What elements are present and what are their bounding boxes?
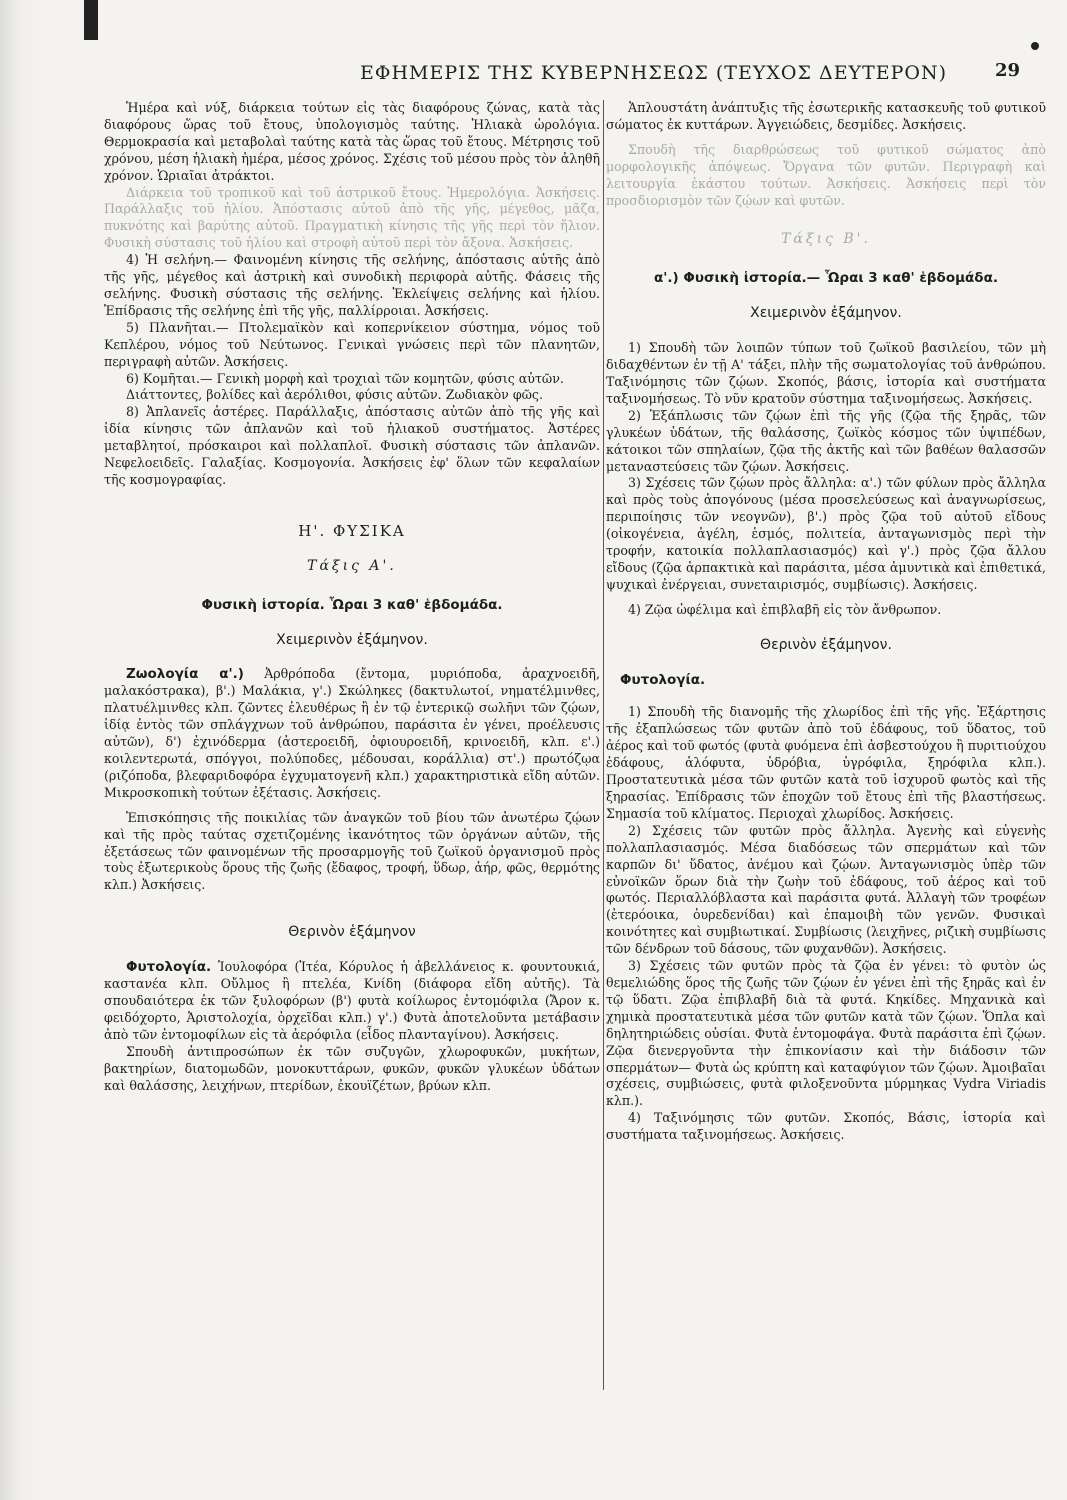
r1-paragraph: 1) Σπουδὴ τῶν λοιπῶν τύπων τοῦ ζωϊκοῦ βασιλείου, τῶν μὴ διδαχθέντων ἐν τῇ Α' τάξει, πλὴν τῆς σωματολογίας τοῦ ἀνθρώπου. Ταξινόμησις τῶν ζῴων. Σκοπός, βάσις, ἱστορία καὶ συστήματα ταξινομήσεως. Τὸ νῦν κρατοῦν σύστημα ταξινομήσεως. Ἀσκήσεις. [606,340,1046,406]
moon-paragraph: 4) Ἡ σελήνη.— Φαινομένη κίνησις τῆς σελήνης, ἀπόστασις αὐτῆς ἀπὸ τῆς γῆς, μέγεθος καὶ ἀστρικὴ καὶ συνοδικὴ περιφορὰ αὐτῆς. Φάσεις τῆς σελήνης. Φυσικὴ σύστασις τῆς σελήνης. Ἐκλείψεις σελήνης καὶ ἡλίου. Ἐπίδρασις τῆς σελήνης ἐπὶ τῆς γῆς, παλλίρροιαι. Ἀσκήσεις. [104,252,600,318]
comets-paragraph: 6) Κομῆται.— Γενικὴ μορφὴ καὶ τροχιαὶ τῶν κομητῶν, φύσις αὐτῶν. [126,370,564,386]
subject-heading: Φυσικὴ ἱστορία. Ὧραι 3 καθ' ἑβδομάδα. [201,596,503,613]
winter-heading: Χειμερινὸν ἑξάμηνον. [276,631,428,648]
overview-paragraph: Ἐπισκόπησις τῆς ποικιλίας τῶν ἀναγκῶν τοῦ βίου τῶν ἀνωτέρω ζῴων καὶ τῆς πρὸς ταύτας σχετιζομένης ἱκανότητος τῶν ὀργάνων αὐτῶν, τῆς ἐξετάσεως τῶν φαινομένων τῆς προσαρμογῆς τοῦ ζωϊκοῦ ὀργανισμοῦ πρὸς τοὺς ἐξωτερικοὺς ὅρους τῆς ζωῆς (ἔδαφος, τροφή, ὕδωρ, ἀήρ, φῶς, θερμότης κλπ.) Ἀσκήσεις. [104,809,600,893]
page-edge-shadow [0,0,88,1500]
r3-paragraph: 3) Σχέσεις τῶν ζῴων πρὸς ἄλληλα: α'.) τῶν φύλων πρὸς ἄλληλα καὶ πρὸς τοὺς ἀπογόνους (μέσα προσελεύσεως καὶ ἀναγνωρίσεως, περιποίησις τῶν νεογνῶν), β'.) πρὸς ζῷα τοῦ αὐτοῦ εἴδους (οἰκογένεια, ἀγέλη, ἑσμός, πολιτεία, ἀνταγωνισμὸς περὶ τὴν τροφήν, κατοικία πολλαπλασιασμός) καὶ γ'.) πρὸς ζῷα ἄλλου εἴδους (ζῷα ἁρπακτικὰ καὶ παράσιτα, μέσα ἀμυντικὰ καὶ ἐπιθετικά, ψυχικαὶ ἐνέργειαι, συνεταιρισμός, συμβίωσις). Ἀσκήσεις. [606,475,1046,592]
intro-paragraph: Ἡμέρα καὶ νύξ, διάρκεια τούτων εἰς τὰς διαφόρους ζώνας, κατὰ τὰς διαφόρους ὥρας τοῦ ἔτους, ὑπολογισμὸς ταύτης. Ἡλιακὰ ὡρολόγια. Θερμοκρασία καὶ μεταβολαὶ ταύτης κατὰ τὰς ὥρας τοῦ ἔτους. Μέτρησις τοῦ χρόνου, μέση ἡλιακὴ ἡμέρα, μέσος χρόνος. Σχέσις τοῦ μέσου πρὸς τὸν ἀληθῆ χρόνον. Ὡριαῖαι ἀτράκτοι. [104,100,600,183]
study-paragraph: Σπουδὴ ἀντιπροσώπων ἐκ τῶν συζυγῶν, χλωροφυκῶν, μυκήτων, βακτηρίων, διατομωδῶν, μονοκυττάρων, φυκῶν, φυκῶν γλυκέων ὑδάτων καὶ θαλάσσης, λειχήνων, πτερίδων, ἐκουϊζέτων, βρύων κλπ. [104,1043,600,1093]
b3-paragraph: 3) Σχέσεις τῶν φυτῶν πρὸς τὰ ζῷα ἐν γένει: τὸ φυτὸν ὡς θεμελιώδης ὅρος τῆς ζωῆς τῶν ζῴων ἐν γένει ἐπὶ τῆς ξηρᾶς καὶ ἐν τῷ ὕδατι. Ζῷα ἐπιβλαβῆ διὰ τὰ φυτά. Κηκίδες. Μηχανικὰ καὶ χημικὰ προστατευτικὰ μέσα τῶν φυτῶν κατὰ τῶν ζῴων. Ὅπλα καὶ δηλητηριώδεις οὐσίαι. Φυτὰ ἐντομοφάγα. Φυτὰ παράσιτα ἐπὶ ζῴων. Ζῷα διενεργοῦντα τὴν ἐπικονίασιν καὶ τὴν διάδοσιν τῶν σπερμάτων— Φυτὰ ὡς κρύπτη καὶ καταφύγιον τῶν ζῴων. Ἀμοιβαῖαι σχέσεις, συμβιώσεις, φυτὰ φιλοξενοῦντα μύρμηκας Vydra Viriadis κλπ.). [606,958,1046,1109]
right-column [606,100,1046,1144]
section-title: Η'. ΦΥΣΙΚΑ [298,521,406,540]
botany-b-heading: Φυτολογία. [620,671,706,688]
binding-shadow [84,0,98,40]
page-number: 29 [995,60,1021,81]
faded-paragraph: Διάρκεια τοῦ τροπικοῦ καὶ τοῦ ἀστρικοῦ ἔτους. Ἡμερολόγια. Ἀσκήσεις. Παράλλαξις τοῦ ἡλίου. Ἀπόστασις αὐτοῦ ἀπὸ τῆς γῆς, μέγεθος, μᾶζα, πυκνότης καὶ βαρύτης αὐτοῦ. Πραγματικὴ κίνησις τῆς γῆς περὶ τὸν ἥλιον. Φυσικὴ σύστασις τοῦ ἡλίου καὶ στροφὴ αὐτοῦ περὶ τὸν ἄξονα. Ἀσκήσεις. [104,184,600,251]
botany-lead: Φυτολογία. [126,959,212,976]
zoology-text: Ἀρθρόποδα (ἔντομα, μυριόποδα, ἀραχνοειδῆ, μαλακόστρακα), β'.) Μαλάκια, γ'.) Σκώληκες (δακτυλωτοί, νηματέλμινθες, πλατυέλμινθες κλπ. ζῶντες ἐλευθέρως ἢ ἐν τῷ ἐντερικῷ σωλῆνι τῶν ζῴων, ἰδίᾳ ἐντὸς τῶν σπλάγχνων τοῦ ἀνθρώπου, παράσιτα ἐν γένει, προέλευσις αὐτῶν), δ') ἐχινόδερμα (ἀστεροειδῆ, ὀφιουροειδῆ, κρινοειδῆ, κλπ. ε'.) κοιλεντερωτά, σπόγγοι, πολύποδες, μέδουσαι, κοράλλια) στ'.) πρωτόζῳα (ριζόποδα, βλεφαριδοφόρα ἐγχυματογενῆ κλπ.) χαρακτηριστικὰ εἴδη αὐτῶν. Μικροσκοπικὴ τούτων ἐξέτασις. Ἀσκήσεις. [104,666,600,800]
structure-paragraph: Ἁπλουστάτη ἀνάπτυξις τῆς ἐσωτερικῆς κατασκευῆς τοῦ φυτικοῦ σώματος ἐκ κυττάρων. Ἀγγειώδεις, δεσμίδες. Ἀσκήσεις. [606,100,1046,132]
b4-paragraph: 4) Ταξινόμησις τῶν φυτῶν. Σκοπός, Βάσις, ἱστορία καὶ συστήματα ταξινομήσεως. Ἀσκήσεις. [606,1110,1046,1143]
ink-dot [1031,42,1039,50]
class-label: Τάξις Α'. [307,557,397,574]
left-column [104,100,600,1094]
faded-morphology-paragraph: Σπουδὴ τῆς διαρθρώσεως τοῦ φυτικοῦ σώματος ἀπὸ μορφολογικῆς ἀπόψεως. Ὄργανα τῶν φυτῶν. Περιγραφὴ καὶ λειτουργία ἑκάστου τούτων. Ἀσκήσεις. Ἀσκήσεις περὶ τὸν προσδιορισμὸν τῶν ζῴων καὶ φυτῶν. [606,141,1046,208]
meteors-paragraph: Διάττοντες, βολίδες καὶ ἀερόλιθοι, φύσις αὐτῶν. Ζωδιακὸν φῶς. [126,387,543,403]
zoology-lead: Ζωολογία α'.) [126,666,244,683]
class-b-label: Τάξις Β'. [781,231,871,248]
summer-heading: Θερινὸν ἑξάμηνον [288,924,416,941]
zoology-paragraph [104,666,600,801]
planets-paragraph: 5) Πλανῆται.— Πτολεμαϊκὸν καὶ κοπερνίκειον σύστημα, νόμος τοῦ Κεπλέρου, νόμος τοῦ Νεύτωνος. Γενικαὶ γνώσεις περὶ τῶν πλανητῶν, περιγραφὴ αὐτῶν. Ἀσκήσεις. [104,319,600,369]
r4-paragraph: 4) Ζῷα ὠφέλιμα καὶ ἐπιβλαβῆ εἰς τὸν ἄνθρωπον. [628,601,942,617]
botany-text: Ἰουλοφόρα (Ἰτέα, Κόρυλος ἡ ἀβελλάνειος κ. φουντουκιά, καστανέα κλπ. Οὔλμος ἢ πτελέα, Κνίδη (διάφορα εἴδη αὐτῆς). Τὰ σπουδαιότερα ἐκ τῶν ξυλοφόρων (β') φυτὰ κοίλωρος ἐντομόφιλα (Ἄρον κ. φειδόχορτο, Ἀριστολοχία, ὀρχεῖδαι κλπ.) γ'.) Φυτὰ ἀποτελοῦντα μετάβασιν ἀπὸ τῶν ἐντομοφίλων εἰς τὰ ἀερόφιλα (εἶδος πλανταγίνου). Ἀσκήσεις. [104,959,600,1042]
botany-paragraph [104,959,600,1044]
b1-paragraph: 1) Σπουδὴ τῆς διανομῆς τῆς χλωρίδος ἐπὶ τῆς γῆς. Ἐξάρτησις τῆς ἐξαπλώσεως τῶν φυτῶν ἀπὸ τοῦ ἐδάφους, τοῦ ὕδατος, τοῦ ἀέρος καὶ τοῦ φωτός (φυτὰ φυόμενα ἐπὶ ἀσβεστούχου ἢ πυριτιούχου ἐδάφους, ἁλόφυτα, ὑδρόβια, ὑγρόφιλα, ξηρόφιλα κλπ.). Προστατευτικὰ μέσα τῶν φυτῶν κατὰ τοῦ ἰσχυροῦ φωτὸς καὶ τῆς ξηρασίας. Ἐπίδρασις τῶν ἐποχῶν τοῦ ἔτους ἐπὶ τῆς βλαστήσεως. Σημασία τοῦ κλίματος. Περιοχαὶ χλωρίδος. Ἀσκήσεις. [606,704,1046,821]
winter-b-heading: Χειμερινὸν ἑξάμηνον. [750,305,902,322]
page-header [300,60,1040,94]
b2-paragraph: 2) Σχέσεις τῶν φυτῶν πρὸς ἄλληλα. Ἀγενὴς καὶ εὐγενὴς πολλαπλασιασμός. Μέσα διαδόσεως τῶν σπερμάτων καὶ τῶν καρπῶν δι' ὕδατος, ἀνέμου καὶ ζῴων. Ἀνταγωνισμὸς ὑπὲρ τῶν εὐνοϊκῶν ὅρων διὰ τὴν ζωὴν τοῦ ἐδάφους, τοῦ ἀέρος καὶ τοῦ φωτός. Περιαλλόβλαστα καὶ παράσιτα φυτά. Ἀλλαγὴ τῶν τροφέων (ἑτερόοικα, ὀυρεδενίδαι) καὶ ἐπαμοιβὴ τῶν γενῶν. Φυσικαὶ κοινότητες καὶ συμβιωτικαί. Συμβίωσις (λειχῆνες, ριζικὴ συμβίωσις τῶν δένδρων τοῦ δάσους, τῶν φυχανθῶν). Ἀσκήσεις. [606,822,1046,957]
r2-paragraph: 2) Ἐξάπλωσις τῶν ζῴων ἐπὶ τῆς γῆς (ζῷα τῆς ξηρᾶς, τῶν γλυκέων ὑδάτων, τῆς θαλάσσης, ζωϊκὸς κόσμος τῶν ὑψιπέδων, κάτοικοι τῶν σπηλαίων, ζῷα τῆς ἀκτῆς καὶ τῶν βαθέων θαλασσῶν μεταναστεύσεις τῶν ζῴων. Ἀσκήσεις. [606,407,1046,474]
summer-b-heading: Θερινὸν ἑξάμηνον. [760,636,892,653]
column-divider [603,100,604,1390]
gazette-title: ΕΦΗΜΕΡΙΣ ΤΗΣ ΚΥΒΕΡΝΗΣΕΩΣ (ΤΕΥΧΟΣ ΔΕΥΤΕΡΟΝ) [360,62,948,84]
subject-b-heading: α'.) Φυσικὴ ἱστορία.— Ὧραι 3 καθ' ἑβδομάδα. [654,270,998,287]
stars-paragraph: 8) Ἀπλανεῖς ἀστέρες. Παράλλαξις, ἀπόστασις αὐτῶν ἀπὸ τῆς γῆς καὶ ἰδία κίνησις τῶν ἀπλανῶν καὶ τοῦ ἡλιακοῦ συστήματος. Ἀστέρες μεταβλητοί, πρόσκαιροι καὶ πολλαπλοῖ. Φυσικὴ σύστασις τῶν ἀπλανῶν. Νεφελοειδεῖς. Γαλαξίας. Κοσμογονία. Ἀσκήσεις ἐφ' ὅλων τῶν κεφαλαίων τῆς κοσμογραφίας. [104,404,600,487]
